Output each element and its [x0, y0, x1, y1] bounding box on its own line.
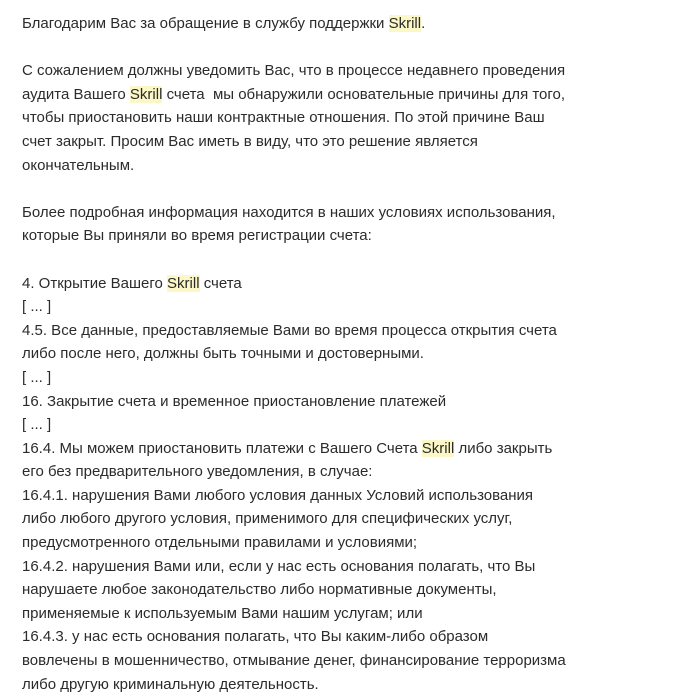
section-4-5-line: 4.5. Все данные, предоставляемые Вами во время процесса открытия счета [22, 321, 557, 339]
notice-line: окончательным. [22, 156, 135, 174]
greeting-line: Благодарим Вас за обращение в службу поддержки Skrill. [22, 15, 426, 32]
notice-line: аудита Вашего Skrill счета мы обнаружили основательные причины для того, [22, 85, 566, 103]
section-16-4-3-line: 16.4.3. у нас есть основания полагать, что Вы каким-либо образом [22, 628, 489, 646]
brand-highlight: Skrill [129, 85, 163, 103]
paragraph-gap [22, 248, 682, 272]
email-body [22, 12, 682, 696]
section-16-4-3-line: либо другую криминальную деятельность. [22, 675, 319, 693]
section-16-4-2-line: 16.4.2. нарушения Вами или, если у нас есть основания полагать, что Вы [22, 557, 536, 575]
paragraph-gap [22, 177, 682, 201]
ellipsis: [ ... ] [22, 298, 52, 316]
notice-line: чтобы приостановить наши контрактные отношения. По этой причине Ваш [22, 109, 545, 127]
terms-excerpt [22, 272, 682, 697]
section-16-4-3-line: вовлечены в мошенничество, отмывание денег, финансирование терроризма [22, 652, 566, 670]
ellipsis: [ ... ] [22, 416, 52, 434]
section-16-4-2-line: нарушаете любое законодательство либо нормативные документы, [22, 581, 497, 599]
section-16-4-1-line: 16.4.1. нарушения Вами любого условия данных Условий использования [22, 486, 534, 504]
brand-highlight: Skrill [388, 15, 422, 32]
paragraph-gap [22, 36, 682, 60]
section-4-heading: 4. Открытие Вашего Skrill счета [22, 274, 242, 292]
brand-highlight: Skrill [167, 274, 200, 292]
section-16-4-1-line: либо любого другого условия, применимого для специфических услуг, [22, 510, 513, 528]
notice-line: счет закрыт. Просим Вас иметь в виду, что это решение является [22, 132, 478, 150]
brand-highlight: Skrill [421, 439, 455, 457]
info-paragraph [22, 201, 682, 248]
notice-paragraph [22, 59, 682, 177]
section-16-4-1-line: предусмотренного отдельными правилами и условиями; [22, 534, 418, 552]
info-line: которые Вы приняли во время регистрации счета: [22, 227, 372, 245]
section-16-heading: 16. Закрытие счета и временное приостановление платежей [22, 392, 447, 410]
section-16-4-line: 16.4. Мы можем приостановить платежи с Вашего Счета Skrill либо закрыть [22, 439, 553, 457]
info-line: Более подробная информация находится в наших условиях использования, [22, 203, 556, 221]
ellipsis: [ ... ] [22, 368, 52, 386]
section-16-4-2-line: применяемые к используемым Вами нашим услугам; или [22, 604, 423, 622]
section-4-5-line: либо после него, должны быть точными и достоверными. [22, 345, 424, 363]
notice-line: С сожалением должны уведомить Вас, что в процессе недавнего проведения [22, 62, 566, 80]
section-16-4-line: его без предварительного уведомления, в случае: [22, 463, 373, 481]
